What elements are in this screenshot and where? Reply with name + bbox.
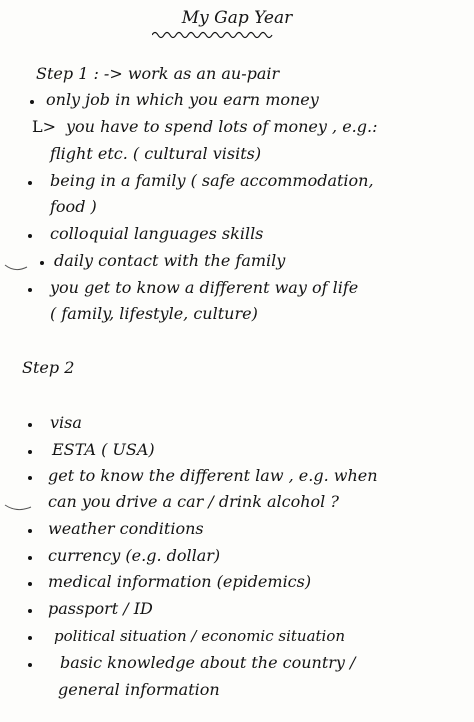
bullet-dot [28,556,32,560]
bullet-dot [28,450,32,454]
step1-line-6: colloquial languages skills [50,224,264,243]
step2-line-7: medical information (epidemics) [48,572,312,591]
step1-line-7: daily contact with the family [54,251,286,270]
step1-line-3: flight etc. ( cultural visits) [50,144,262,163]
step1-line-2: you have to spend lots of money , e.g.: [66,117,378,136]
step2-line-6: currency (e.g. dollar) [48,546,221,565]
page-title: My Gap Year [181,8,293,28]
bullet-dot [28,181,32,185]
title-underline-squiggle [152,30,276,40]
step1-line-8: you get to know a different way of life [50,278,359,297]
step1-line-5: food ) [50,197,97,216]
step1-line-4: being in a family ( safe accommodation, [50,171,374,190]
step1-line-9: ( family, lifestyle, culture) [50,304,258,323]
bullet-dot [28,609,32,613]
arrow-icon: L> [32,117,57,136]
bullet-dot [28,663,32,667]
bullet-dot [30,100,34,104]
step2-line-1: visa [50,413,82,432]
bullet-dot [28,234,32,238]
step1-line-1: only job in which you earn money [46,90,319,109]
step2-line-4: can you drive a car / drink alcohol ? [48,492,339,511]
step2-line-5: weather conditions [48,519,204,538]
bullet-dot [28,582,32,586]
step2-line-8: passport / ID [48,599,153,618]
bullet-dot [28,288,32,292]
margin-mark [4,501,34,513]
step2-line-9: political situation / economic situation [54,627,346,645]
step2-line-10: basic knowledge about the country / [60,653,356,672]
bullet-dot [28,423,32,427]
bullet-dot [40,261,44,265]
bullet-dot [28,476,32,480]
step1-heading: Step 1 : -> work as an au-pair [36,64,280,83]
step2-line-3: get to know the different law , e.g. when [48,466,378,485]
step2-line-2: ESTA ( USA) [52,440,155,459]
bullet-dot [28,636,32,640]
step2-line-11: general information [58,680,220,699]
step2-heading: Step 2 [22,358,75,377]
margin-mark [4,262,30,272]
bullet-dot [28,529,32,533]
